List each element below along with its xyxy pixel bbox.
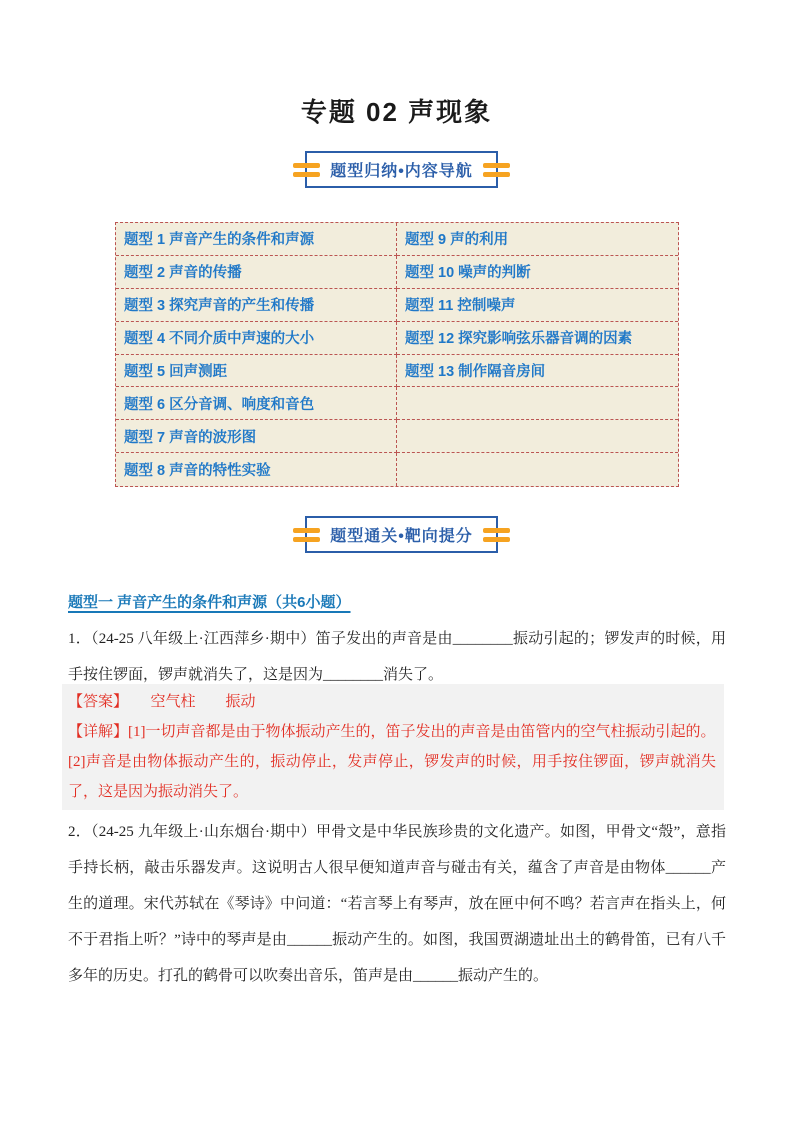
banner-nav-label: 题型归纳•内容导航 [330, 163, 473, 180]
banner-content-navigation [305, 151, 498, 188]
toc-item-type-6: 题型 6 区分音调、响度和音色 [116, 387, 397, 420]
double-bar-right-icon [483, 163, 510, 177]
question-1-text: 1．（24-25 八年级上·江西萍乡·期中）笛子发出的声音是由________振动引起的；锣发声的时候，用手按住锣面，锣声就消失了，这是因为________消失了。 [68, 631, 726, 683]
question-type-table [115, 222, 679, 487]
banner-practice-label: 题型通关•靶向提分 [330, 528, 473, 545]
toc-item-type-10: 题型 10 噪声的判断 [397, 256, 678, 289]
explanation-part-2: [2]声音是由物体振动产生的，振动停止，发声停止，锣发声的时候，用手按住锣面，锣声就消失了，这是因为振动消失了。 [68, 754, 716, 800]
banner-targeted-practice [305, 516, 498, 553]
section-one-heading: 题型一 声音产生的条件和声源（共6小题） [68, 594, 351, 611]
toc-item-empty [397, 420, 678, 453]
toc-item-type-5: 题型 5 回声测距 [116, 355, 397, 388]
toc-item-type-2: 题型 2 声音的传播 [116, 256, 397, 289]
toc-item-type-1: 题型 1 声音产生的条件和声源 [116, 223, 397, 256]
double-bar-left-icon [293, 528, 320, 542]
toc-item-empty [397, 453, 678, 486]
toc-item-empty [397, 387, 678, 420]
toc-item-type-4: 题型 4 不同介质中声速的大小 [116, 322, 397, 355]
toc-item-type-9: 题型 9 声的利用 [397, 223, 678, 256]
answer-explanation-block [62, 684, 724, 810]
toc-item-type-13: 题型 13 制作隔音房间 [397, 355, 678, 388]
toc-item-type-11: 题型 11 控制噪声 [397, 289, 678, 322]
question-2-text: 2．（24-25 九年级上·山东烟台·期中）甲骨文是中华民族珍贵的文化遗产。如图，甲骨文“殼”，意指手持长柄，敲击乐器发声。这说明古人很早便知道声音与碰击有关，蕴含了声音是由物体______产生的道理。宋代苏轼在《琴诗》中问道：“若言琴上有琴声，放在匣中何不鸣？若言声在指头上，何不于君指上听？”诗中的琴声是由______振动产生的。如图，我国贾湖遗址出土的鹤骨笛，已有八千多年的历史。打孔的鹤骨可以吹奏出音乐，笛声是由______振动产生的。 [68, 824, 726, 984]
double-bar-left-icon [293, 163, 320, 177]
double-bar-right-icon [483, 528, 510, 542]
toc-item-type-12: 题型 12 探究影响弦乐器音调的因素 [397, 322, 678, 355]
toc-item-type-8: 题型 8 声音的特性实验 [116, 453, 397, 486]
answer-line: 【答案】 空气柱 振动 [68, 694, 256, 710]
toc-item-type-3: 题型 3 探究声音的产生和传播 [116, 289, 397, 322]
explanation-part-1: 【详解】[1]一切声音都是由于物体振动产生的，笛子发出的声音是由笛管内的空气柱振动引起的。 [68, 724, 716, 740]
toc-item-type-7: 题型 7 声音的波形图 [116, 420, 397, 453]
document-title: 专题 02 声现象 [300, 97, 493, 127]
